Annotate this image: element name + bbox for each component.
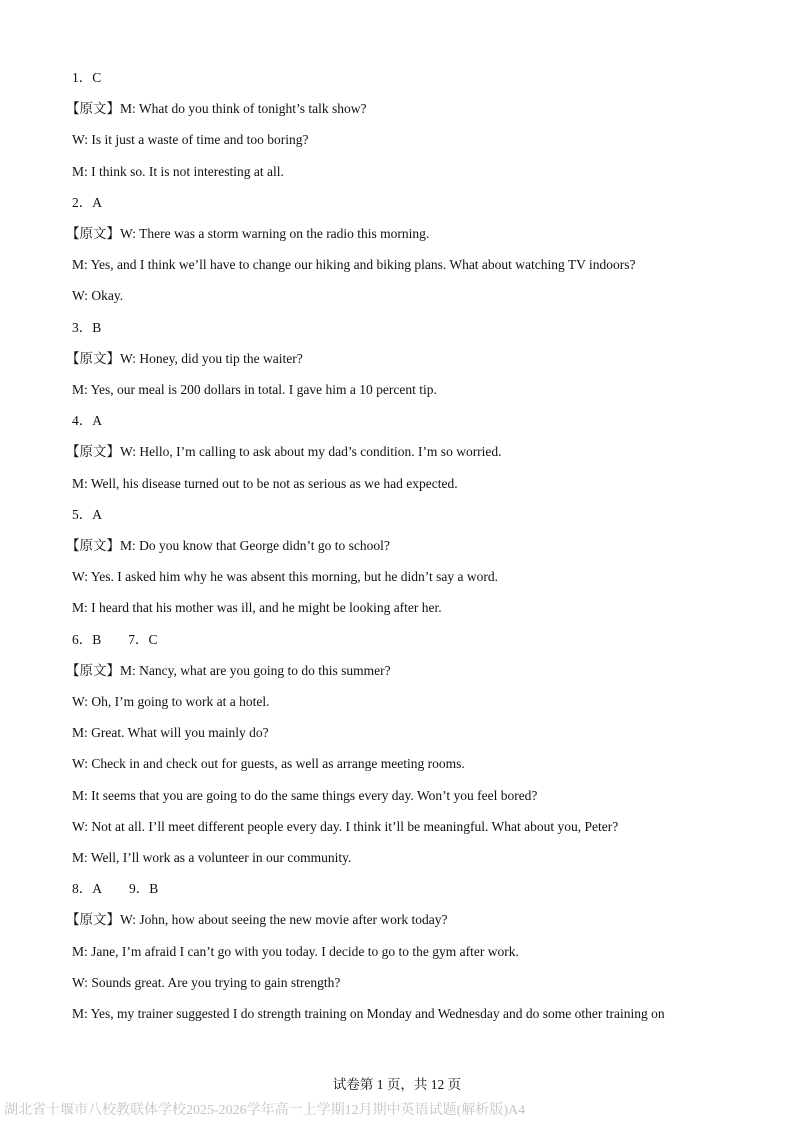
- original-text-tag: 【原文】: [66, 538, 120, 553]
- dialogue-line: [72, 599, 442, 617]
- dialogue-line: [72, 568, 498, 586]
- dialogue-line: [72, 287, 123, 305]
- transcript-line: [66, 662, 391, 680]
- line-text: 3．B: [72, 319, 102, 335]
- line-text: M: I think so. It is not interesting at all.: [72, 163, 284, 179]
- line-text: 1．C: [72, 70, 102, 85]
- line-text: W: Is it just a waste of time and too boring?: [72, 132, 309, 148]
- line-text: M: Jane, I’m afraid I can’t go with you today. I decide to go to the gym after work.: [72, 943, 519, 959]
- line-text: 2．A: [72, 194, 102, 210]
- line-text: M: What do you think of tonight’s talk show?: [120, 101, 367, 117]
- answer-key-line: [72, 194, 102, 212]
- line-text: M: Well, his disease turned out to be not as serious as we had expected.: [72, 475, 458, 491]
- dialogue-line: [72, 974, 340, 992]
- dialogue-line: [72, 256, 636, 274]
- answer-key-line: [72, 880, 158, 898]
- answer-key-line: [72, 319, 101, 337]
- dialogue-line: [72, 755, 465, 773]
- original-text-tag: 【原文】: [66, 444, 120, 460]
- dialogue-line: [72, 475, 458, 493]
- line-text: W: Sounds great. Are you trying to gain strength?: [72, 974, 341, 990]
- line-text: W: There was a storm warning on the radio this morning.: [120, 226, 430, 241]
- dialogue-line: [72, 381, 437, 399]
- line-text: W: Check in and check out for guests, as well as arrange meeting rooms.: [72, 756, 465, 772]
- line-text: W: John, how about seeing the new movie after work today?: [120, 912, 448, 928]
- line-text: M: Great. What will you mainly do?: [72, 725, 269, 741]
- line-text: W: Oh, I’m going to work at a hotel.: [72, 694, 270, 709]
- dialogue-line: [72, 724, 269, 742]
- line-text: M: Yes, my trainer suggested I do strength training on Monday and Wednesday and do some other training on: [72, 1006, 665, 1021]
- answer-key-line: [72, 412, 102, 430]
- original-text-tag: 【原文】: [66, 350, 120, 366]
- line-text: M: Yes, and I think we’ll have to change our hiking and biking plans. What about watching TV indoors?: [72, 257, 636, 273]
- dialogue-line: [72, 693, 269, 711]
- page-footer: 试卷第 1 页，共 12 页: [332, 1077, 462, 1092]
- dialogue-line: [72, 943, 519, 961]
- dialogue-line: [72, 787, 537, 805]
- transcript-line: [66, 537, 390, 555]
- dialogue-line: [72, 163, 284, 181]
- line-text: W: Not at all. I’ll meet different people every day. I think it’ll be meaningful. What about you, Peter?: [72, 818, 619, 834]
- line-text: W: Okay.: [72, 288, 124, 304]
- transcript-line: [66, 225, 429, 243]
- answer-key-line: [72, 506, 102, 524]
- transcript-line: [66, 443, 502, 461]
- line-text: M: Nancy, what are you going to do this summer?: [120, 662, 391, 678]
- line-text: M: Do you know that George didn’t go to school?: [120, 538, 390, 553]
- original-text-tag: 【原文】: [66, 912, 120, 928]
- dialogue-line: [72, 1005, 665, 1023]
- line-text: M: It seems that you are going to do the same things every day. Won’t you feel bored?: [72, 787, 538, 803]
- line-text: M: Yes, our meal is 200 dollars in total. I gave him a 10 percent tip.: [72, 382, 437, 397]
- line-text: 6．B 7．C: [72, 631, 158, 647]
- watermark: 湖北省十堰市八校教联体学校2025-2026学年高一上学期12月期中英语试题(解析版)A4: [4, 1103, 526, 1118]
- transcript-line: [66, 100, 367, 118]
- transcript-line: [66, 911, 448, 929]
- original-text-tag: 【原文】: [66, 662, 120, 678]
- answer-key-line: [72, 69, 101, 87]
- line-text: 8．A 9．B: [72, 881, 159, 897]
- dialogue-line: [72, 818, 618, 836]
- line-text: 4．A: [72, 413, 102, 429]
- line-text: 5．A: [72, 506, 102, 522]
- original-text-tag: 【原文】: [66, 101, 120, 117]
- original-text-tag: 【原文】: [66, 226, 120, 241]
- dialogue-line: [72, 849, 351, 867]
- line-text: M: I heard that his mother was ill, and he might be looking after her.: [72, 600, 442, 616]
- line-text: W: Yes. I asked him why he was absent this morning, but he didn’t say a word.: [72, 569, 498, 585]
- line-text: W: Honey, did you tip the waiter?: [120, 350, 303, 366]
- dialogue-line: [72, 131, 308, 149]
- line-text: M: Well, I’ll work as a volunteer in our community.: [72, 850, 352, 865]
- line-text: W: Hello, I’m calling to ask about my dad’s condition. I’m so worried.: [120, 444, 502, 460]
- answer-key-line: [72, 631, 158, 649]
- transcript-line: [66, 350, 303, 368]
